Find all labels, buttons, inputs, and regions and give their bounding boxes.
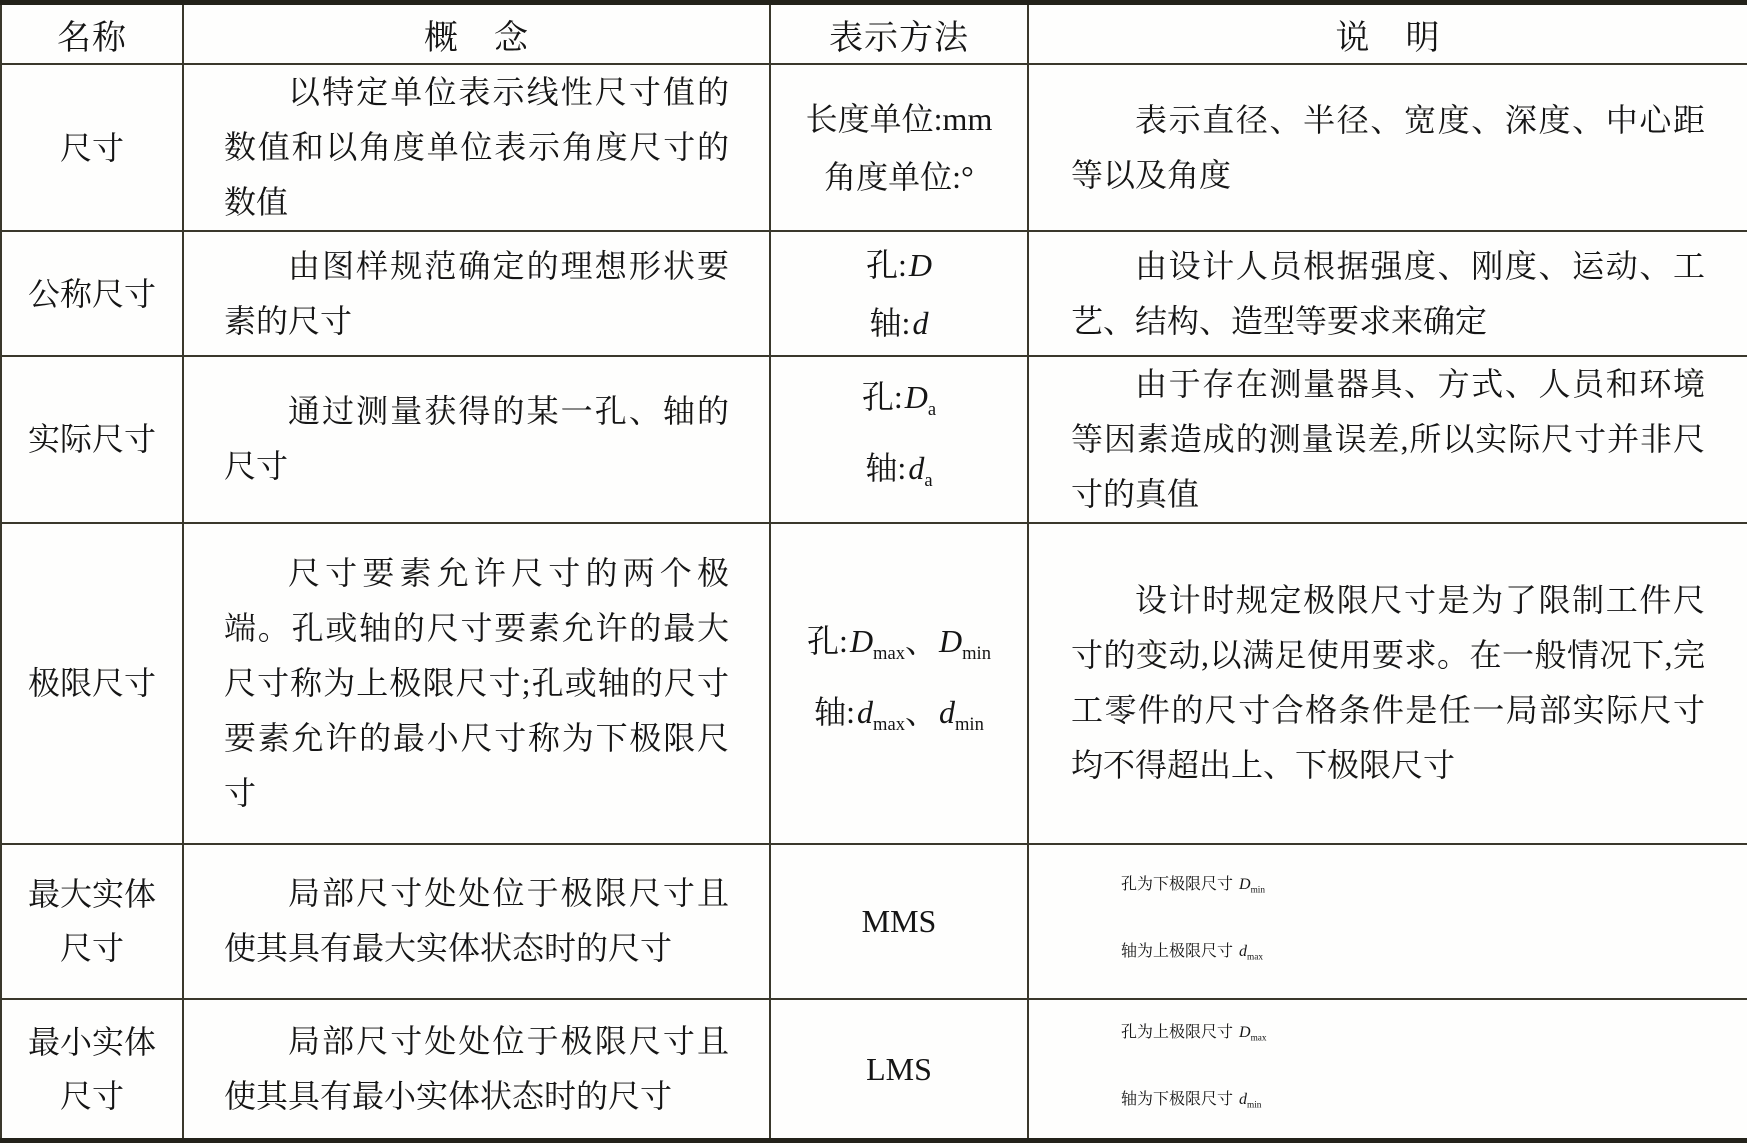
column-header-name: 名称	[1, 3, 183, 65]
note-line	[1071, 854, 1705, 922]
note-line	[1071, 921, 1705, 989]
math-subscript: max	[1250, 1033, 1267, 1044]
cell-term	[1, 64, 183, 231]
column-header-method: 表示方法	[770, 3, 1028, 65]
cell-note	[1028, 523, 1747, 844]
math-subscript: max	[873, 714, 905, 736]
table-row	[1, 356, 1747, 523]
note-line	[1071, 1002, 1705, 1070]
math-subscript: min	[1250, 885, 1265, 896]
method-line	[775, 683, 1023, 754]
math-variable: d	[912, 304, 929, 341]
cell-term	[1, 356, 183, 523]
method-line	[775, 1040, 1023, 1098]
method-line	[775, 148, 1023, 206]
text-run: 孔:	[865, 246, 907, 283]
math-subscript: a	[924, 470, 933, 492]
method-line	[775, 439, 1023, 510]
cell-concept	[183, 231, 770, 355]
math-variable: d	[1239, 943, 1248, 961]
method-line	[775, 90, 1023, 148]
cell-term	[1, 844, 183, 999]
math-subscript: max	[1247, 952, 1263, 963]
term-label: 实际尺寸	[27, 421, 156, 458]
text-run: MMS	[861, 903, 937, 940]
cell-concept	[183, 523, 770, 844]
math-variable: D	[904, 379, 928, 416]
text-run: 孔为上极限尺寸	[1121, 1023, 1238, 1041]
math-variable: D	[908, 246, 932, 283]
cell-method	[770, 356, 1028, 523]
method-line	[775, 892, 1023, 950]
concept-text: 由图样规范确定的理想形状要素的尺寸	[224, 247, 729, 339]
cell-concept	[183, 64, 770, 231]
math-subscript: min	[962, 643, 991, 665]
method-line	[775, 612, 1023, 683]
math-variable: D	[1239, 1023, 1251, 1041]
cell-note	[1028, 64, 1747, 231]
text-run: 、	[904, 694, 937, 731]
math-subscript: min	[1247, 1100, 1262, 1111]
text-run: LMS	[866, 1051, 932, 1088]
cell-concept	[183, 999, 770, 1140]
method-line	[775, 294, 1023, 352]
cell-concept	[183, 356, 770, 523]
table-row	[1, 64, 1747, 231]
cell-term	[1, 999, 183, 1140]
cell-method	[770, 999, 1028, 1140]
table-header	[1, 3, 1747, 65]
concept-text: 以特定单位表示线性尺寸值的数值和以角度单位表示角度尺寸的数值	[224, 74, 729, 221]
term-label: 最大实体尺寸	[27, 876, 156, 967]
note-text: 表示直径、半径、宽度、深度、中心距等以及角度	[1071, 101, 1705, 193]
note-text: 由设计人员根据强度、刚度、运动、工艺、结构、造型等要求来确定	[1071, 247, 1705, 339]
math-variable: d	[939, 694, 955, 731]
cell-note	[1028, 999, 1747, 1140]
cell-method	[770, 64, 1028, 231]
table-row	[1, 231, 1747, 355]
cell-method	[770, 844, 1028, 999]
text-run: 轴:	[869, 304, 911, 341]
cell-method	[770, 523, 1028, 844]
note-line	[1071, 1069, 1705, 1137]
method-line	[775, 368, 1023, 439]
cell-note	[1028, 231, 1747, 355]
term-label: 极限尺寸	[27, 665, 156, 702]
note-text: 由于存在测量器具、方式、人员和环境等因素造成的测量误差,所以实际尺寸并非尺寸的真值	[1071, 365, 1705, 512]
term-label: 尺寸	[59, 129, 124, 166]
concept-text: 局部尺寸处处位于极限尺寸且使其具有最小实体状态时的尺寸	[224, 1023, 729, 1115]
math-variable: D	[1239, 875, 1251, 893]
math-subscript: max	[873, 643, 905, 665]
text-run: 长度单位:mm	[805, 100, 993, 137]
concept-text: 尺寸要素允许尺寸的两个极端。孔或轴的尺寸要素允许的最大尺寸称为上极限尺寸;孔或轴的尺寸要素允许的最小尺寸称为下极限尺寸	[224, 554, 729, 811]
text-run: 轴:	[865, 450, 907, 487]
math-subscript: a	[927, 399, 937, 421]
text-run: 轴:	[814, 694, 856, 731]
math-variable: d	[908, 450, 925, 487]
text-run: 孔:	[861, 379, 903, 416]
math-variable: d	[1239, 1091, 1248, 1109]
term-label: 最小实体尺寸	[27, 1024, 156, 1115]
table-row	[1, 999, 1747, 1140]
text-run: 孔为下极限尺寸	[1121, 875, 1238, 893]
concept-text: 通过测量获得的某一孔、轴的尺寸	[224, 393, 729, 485]
column-header-concept: 概 念	[183, 3, 770, 65]
table-body	[1, 64, 1747, 1141]
table-row	[1, 844, 1747, 999]
cell-method	[770, 231, 1028, 355]
cell-note	[1028, 356, 1747, 523]
cell-term	[1, 231, 183, 355]
text-run: 轴为上极限尺寸	[1121, 943, 1238, 961]
table-row	[1, 523, 1747, 844]
math-variable: d	[857, 694, 874, 731]
cell-term	[1, 523, 183, 844]
note-text: 设计时规定极限尺寸是为了限制工件尺寸的变动,以满足使用要求。在一般情况下,完工零件的尺寸合格条件是任一局部实际尺寸均不得超出上、下极限尺寸	[1071, 582, 1705, 784]
method-line	[775, 236, 1023, 294]
text-run: 孔:	[807, 623, 848, 660]
math-variable: D	[939, 623, 963, 660]
cell-concept	[183, 844, 770, 999]
column-header-note: 说 明	[1028, 3, 1747, 65]
math-subscript: min	[955, 714, 984, 736]
text-run: 、	[904, 623, 937, 660]
text-run: 角度单位:°	[824, 158, 974, 195]
header-row	[1, 3, 1747, 65]
term-label: 公称尺寸	[27, 275, 156, 312]
math-variable: D	[849, 623, 874, 660]
text-run: 轴为下极限尺寸	[1121, 1091, 1238, 1109]
concept-text: 局部尺寸处处位于极限尺寸且使其具有最大实体状态时的尺寸	[224, 875, 729, 967]
cell-note	[1028, 844, 1747, 999]
